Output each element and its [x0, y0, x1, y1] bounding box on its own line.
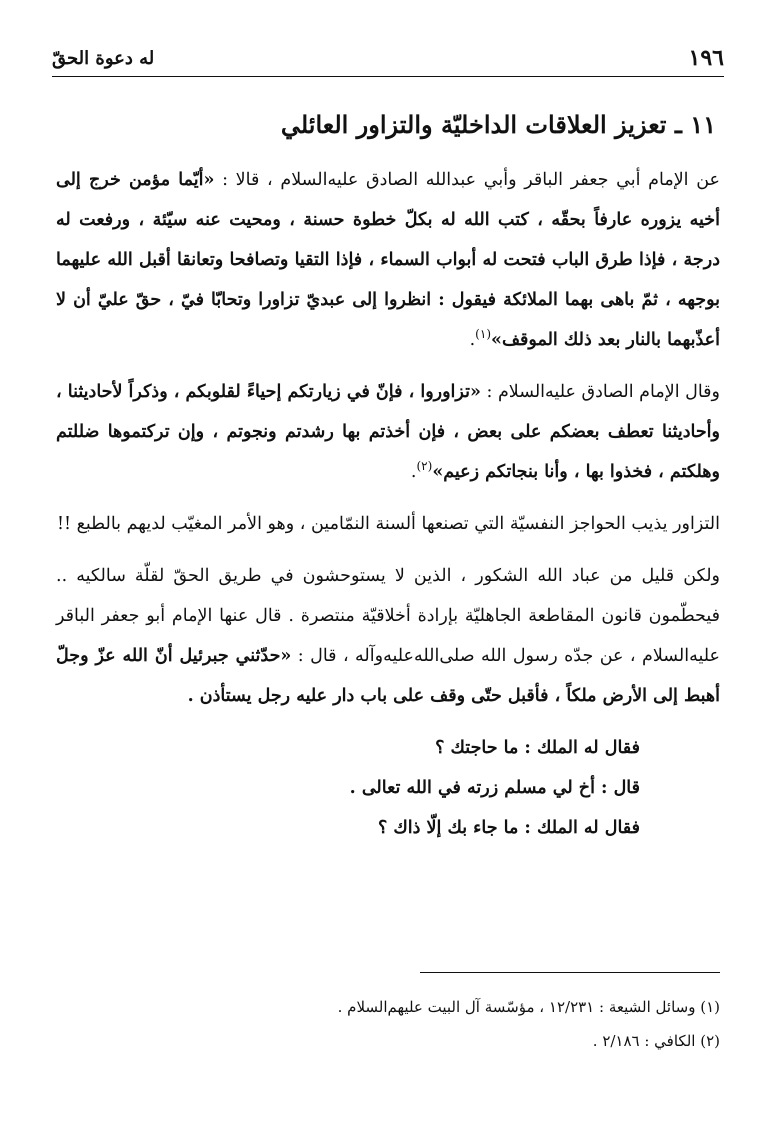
paragraph-2-intro: وقال الإمام الصادق عليه‌السلام : [486, 382, 721, 402]
footnote-2: (٢) الكافي : ٢/١٨٦ . [592, 1032, 720, 1050]
dialogue-line-3: فقال له الملك : ما جاء بك إلّا ذاك ؟ [377, 818, 640, 838]
hadith-quote-3: «حدّثني جبرئيل أنّ الله عزّ وجلّ أهبط إلى الأرض ملكاً ، فأقبل حتّى وقف على باب دار عليه رجل يستأذن . [56, 646, 720, 706]
page-number: ١٩٦ [688, 45, 724, 71]
paragraph-4 [56, 556, 720, 716]
dialogue-line-1: فقال له الملك : ما حاجتك ؟ [435, 738, 640, 758]
paragraph-2: وقال الإمام الصادق عليه‌السلام : «تزاوروا ، فإنّ في زيارتكم إحياءً لقلوبكم ، وذكراً لأحاديثنا ، وأحاديثنا تعطف بعضكم على بعض ، فإن أخذتم بها رشدتم ونجوتم ، وإن تركتموها ضللتم وهلكتم ، فخذوا بها ، وأنا بنجاتكم زعيم»$^{(٢)}$. [56, 382, 721, 482]
hadith-quote-1: «أيّما مؤمن خرج إلى أخيه يزوره عارفاً بحقّه ، كتب الله له بكلّ خطوة حسنة ، ومحيت عنه سيّئة ، ورفعت له درجة ، فإذا طرق الباب فتحت له أبواب السماء ، فإذا التقيا وتصافحا وتعانقا أقبل الله عليهما بوجهه ، ثمّ باهى بهما الملائكة فيقول : انظروا إلى عبديّ تزاورا وتحابّا فيّ ، حقّ عليّ أن لا أعذّبهما بالنار بعد ذلك الموقف» [56, 170, 720, 350]
footnotes [56, 990, 720, 1058]
footnote-1: (١) وسائل الشيعة : ١٢/٢٣١ ، مؤسّسة آل البيت عليهم‌السلام . [337, 998, 720, 1016]
paragraph-1-intro: عن الإمام أبي جعفر الباقر وأبي عبدالله الصادق عليه‌السلام ، قالا : [222, 170, 720, 190]
page-header [52, 40, 724, 77]
hadith-quote-2: «تزاوروا ، فإنّ في زيارتكم إحياءً لقلوبكم ، وذكراً لأحاديثنا ، وأحاديثنا تعطف بعضكم على بعض ، فإن أخذتم بها رشدتم ونجوتم ، وإن تركتموها ضللتم وهلكتم ، فخذوا بها ، وأنا بنجاتكم زعيم» [56, 382, 720, 482]
running-head: له دعوة الحقّ [52, 47, 155, 69]
paragraph-1: عن الإمام أبي جعفر الباقر وأبي عبدالله الصادق عليه‌السلام ، قالا : «أيّما مؤمن خرج إلى أخيه يزوره عارفاً بحقّه ، كتب الله له بكلّ خطوة حسنة ، ومحيت عنه سيّئة ، ورفعت له درجة ، فإذا طرق الباب فتحت له أبواب السماء ، فإذا التقيا وتصافحا وتعانقا أقبل الله عليهما بوجهه ، ثمّ باهى بهما الملائكة فيقول : انظروا إلى عبديّ تزاورا وتحابّا فيّ ، حقّ عليّ أن لا أعذّبهما بالنار بعد ذلك الموقف»$^{(١)}$. [56, 170, 720, 350]
footnote-ref-1: (١) [475, 327, 491, 342]
footnote-ref-2: (٢) [416, 459, 433, 474]
dialogue-line-2: قال : أخ لي مسلم زرته في الله تعالى . [349, 778, 640, 798]
footnote-divider [420, 972, 720, 973]
paragraph-4-intro: ولكن قليل من عباد الله الشكور ، الذين لا يستوحشون في طريق الحقّ لقلّة سالكيه .. فيحطّمون قانون المقاطعة الجاهليّة بإرادة أخلاقيّة منتصرة . قال عنها الإمام أبو جعفر الباقر عليه‌السلام ، عن جدّه رسول الله صلى‌الله‌عليه‌وآله ، قال : [56, 566, 720, 666]
paragraph-3: التزاور يذيب الحواجز النفسيّة التي تصنعها ألسنة النمّامين ، وهو الأمر المغيّب لديهم بالطبع !! [56, 514, 720, 534]
section-title: ١١ ـ تعزيز العلاقات الداخليّة والتزاور العائلي [280, 110, 716, 139]
body-text [56, 160, 720, 848]
